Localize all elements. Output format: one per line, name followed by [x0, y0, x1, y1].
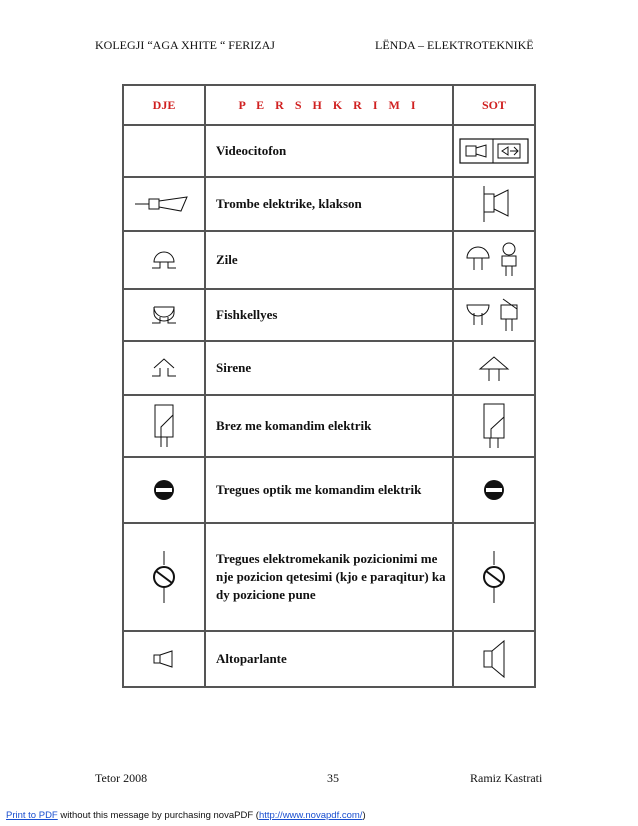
header-subject: LËNDA – ELEKTROTEKNIKË — [375, 38, 534, 52]
old-symbol-cell — [123, 231, 205, 289]
clutch-old-icon — [147, 401, 181, 451]
table-row — [123, 177, 535, 231]
bell-old-icon — [147, 248, 181, 272]
new-symbol-cell — [453, 231, 535, 289]
new-symbol-cell — [453, 457, 535, 523]
old-symbol-cell — [123, 289, 205, 341]
table-row — [123, 395, 535, 457]
page-number: 35 — [327, 771, 339, 785]
description-cell: Fishkellyes — [205, 289, 453, 341]
watermark-close: ) — [362, 810, 366, 821]
footer-date: Tetor 2008 — [95, 771, 148, 785]
buzzer-new-icon — [463, 295, 525, 335]
footer-author: Ramiz Kastrati — [470, 771, 543, 785]
speaker-old-icon — [150, 649, 178, 669]
column-header-sot: SOT — [453, 85, 535, 125]
new-symbol-cell — [453, 395, 535, 457]
description-cell: Tregues elektromekanik pozicionimi me nje pozicion qetesimi (kjo e paraqitur) ka dy pozicione pune — [205, 523, 453, 631]
position-indicator-new-icon — [479, 549, 509, 605]
table-row — [123, 231, 535, 289]
siren-new-icon — [474, 353, 514, 383]
old-symbol-cell — [123, 631, 205, 687]
new-symbol-cell — [453, 289, 535, 341]
old-symbol-cell — [123, 395, 205, 457]
new-symbol-cell — [453, 177, 535, 231]
old-symbol-cell — [123, 457, 205, 523]
description-cell: Sirene — [205, 341, 453, 395]
symbols-table — [122, 84, 536, 688]
description-cell: Altoparlante — [205, 631, 453, 687]
videophone-icon — [458, 136, 530, 166]
description-cell: Brez me komandim elektrik — [205, 395, 453, 457]
position-indicator-old-icon — [149, 549, 179, 605]
table-row — [123, 523, 535, 631]
table-row — [123, 341, 535, 395]
bell-new-icon — [463, 240, 525, 280]
new-symbol-cell — [453, 341, 535, 395]
new-symbol-cell — [453, 523, 535, 631]
column-header-pershkrimi: P E R S H K R I M I — [205, 85, 453, 125]
old-symbol-cell — [123, 341, 205, 395]
table-row — [123, 125, 535, 177]
description-cell: Trombe elektrike, klakson — [205, 177, 453, 231]
table-row — [123, 457, 535, 523]
old-symbol-cell — [123, 125, 205, 177]
header-school: KOLEGJI “AGA XHITE “ FERIZAJ — [95, 38, 275, 52]
table-row — [123, 289, 535, 341]
novapdf-watermark — [6, 810, 366, 821]
description-cell: Tregues optik me komandim elektrik — [205, 457, 453, 523]
novapdf-url-link[interactable]: http://www.novapdf.com/ — [258, 810, 363, 821]
print-to-pdf-link[interactable]: Print to PDF — [6, 810, 58, 821]
watermark-text: without this message by purchasing novaPDF ( — [57, 810, 259, 821]
speaker-new-icon — [478, 637, 510, 681]
new-symbol-cell — [453, 125, 535, 177]
clutch-new-icon — [477, 401, 511, 451]
siren-old-icon — [147, 356, 181, 380]
column-header-dje: DJE — [123, 85, 205, 125]
table-row — [123, 631, 535, 687]
optical-indicator-new-icon — [482, 478, 506, 502]
horn-new-icon — [474, 184, 514, 224]
optical-indicator-old-icon — [152, 478, 176, 502]
description-cell: Zile — [205, 231, 453, 289]
table-header-row — [123, 85, 535, 125]
buzzer-old-icon — [147, 303, 181, 327]
new-symbol-cell — [453, 631, 535, 687]
old-symbol-cell — [123, 177, 205, 231]
old-symbol-cell — [123, 523, 205, 631]
horn-old-icon — [133, 194, 195, 214]
description-cell: Videocitofon — [205, 125, 453, 177]
